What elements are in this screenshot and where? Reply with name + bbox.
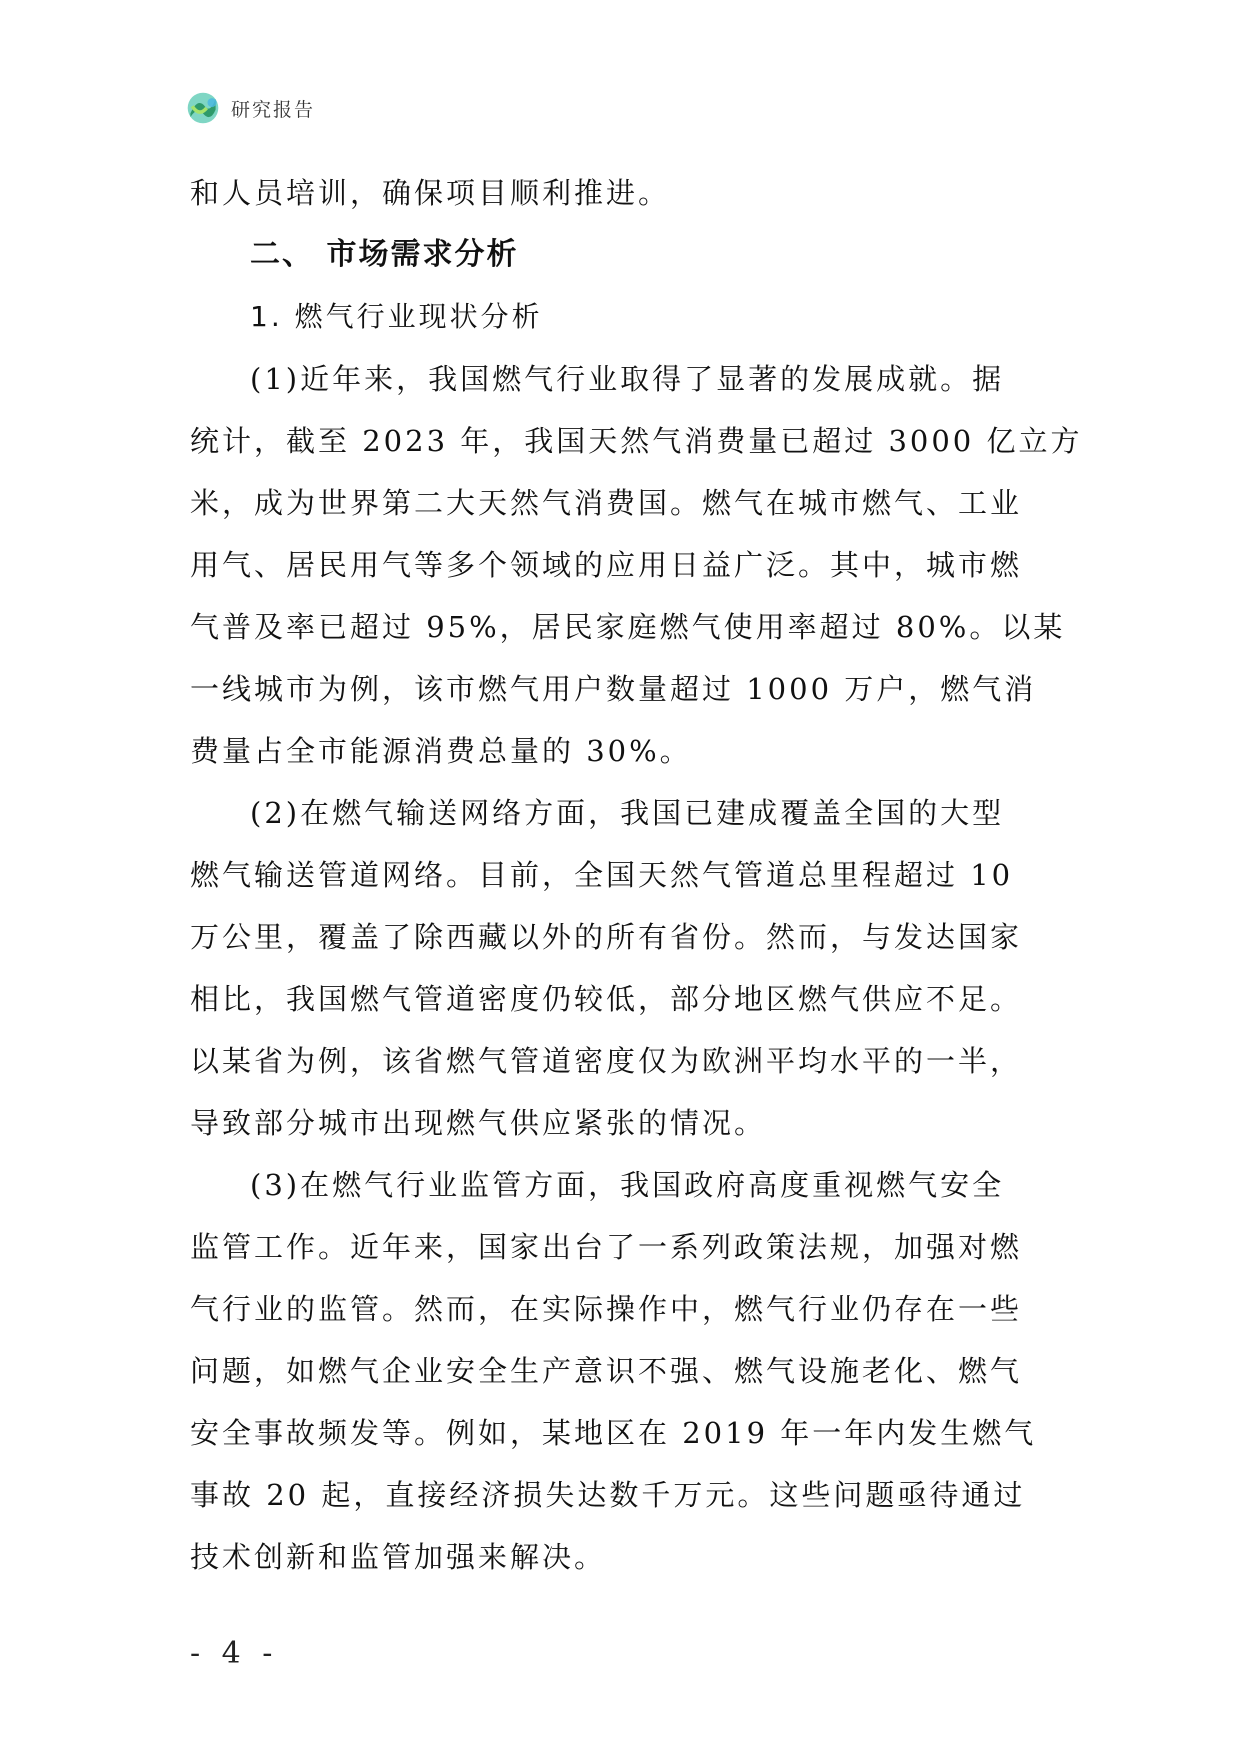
paragraph-line: 相比，我国燃气管道密度仍较低，部分地区燃气供应不足。 xyxy=(190,982,1023,1016)
section-heading: 二、 市场需求分析 xyxy=(250,237,519,272)
paragraph-line: (1)近年来，我国燃气行业取得了显著的发展成就。据 xyxy=(250,362,1005,396)
paragraph-line: 监管工作。近年来，国家出台了一系列政策法规，加强对燃 xyxy=(190,1230,1023,1264)
subsection-heading: 1. 燃气行业现状分析 xyxy=(250,300,543,333)
paragraph-line: 费量占全市能源消费总量的 30%。 xyxy=(190,734,692,768)
paragraph-line: 导致部分城市出现燃气供应紧张的情况。 xyxy=(190,1106,767,1140)
continuation-line: 和人员培训，确保项目顺利推进。 xyxy=(190,176,671,210)
paragraph-line: 安全事故频发等。例如，某地区在 2019 年一年内发生燃气 xyxy=(190,1416,1037,1450)
paragraph-line: 以某省为例，该省燃气管道密度仅为欧洲平均水平的一半， xyxy=(190,1044,1023,1078)
header-title: 研究报告 xyxy=(231,98,316,121)
paragraph-line: (2)在燃气输送网络方面，我国已建成覆盖全国的大型 xyxy=(250,796,1005,830)
paragraph-line: 问题，如燃气企业安全生产意识不强、燃气设施老化、燃气 xyxy=(190,1354,1023,1388)
paragraph-line: 气行业的监管。然而，在实际操作中，燃气行业仍存在一些 xyxy=(190,1292,1023,1326)
paragraph-line: 米，成为世界第二大天然气消费国。燃气在城市燃气、工业 xyxy=(190,486,1023,520)
paragraph-line: 燃气输送管道网络。目前，全国天然气管道总里程超过 10 xyxy=(190,858,1014,892)
paragraph-2 xyxy=(190,782,1080,1154)
page-number: - 4 - xyxy=(190,1636,279,1671)
leaf-logo-icon xyxy=(185,90,221,126)
paragraph-1 xyxy=(190,348,1083,782)
document-body xyxy=(190,162,1083,1588)
paragraph-line: 统计，截至 2023 年，我国天然气消费量已超过 3000 亿立方 xyxy=(190,424,1083,458)
paragraph-line: 气普及率已超过 95%，居民家庭燃气使用率超过 80%。以某 xyxy=(190,610,1066,644)
paragraph-line: 用气、居民用气等多个领域的应用日益广泛。其中，城市燃 xyxy=(190,548,1023,582)
paragraph-line: 一线城市为例，该市燃气用户数量超过 1000 万户，燃气消 xyxy=(190,672,1037,706)
paragraph-line: 万公里，覆盖了除西藏以外的所有省份。然而，与发达国家 xyxy=(190,920,1023,954)
page-header xyxy=(185,88,315,128)
paragraph-line: (3)在燃气行业监管方面，我国政府高度重视燃气安全 xyxy=(250,1168,1005,1202)
paragraph-line: 技术创新和监管加强来解决。 xyxy=(190,1540,607,1574)
paragraph-line: 事故 20 起，直接经济损失达数千万元。这些问题亟待通过 xyxy=(190,1478,1026,1512)
paragraph-3 xyxy=(190,1154,1080,1588)
